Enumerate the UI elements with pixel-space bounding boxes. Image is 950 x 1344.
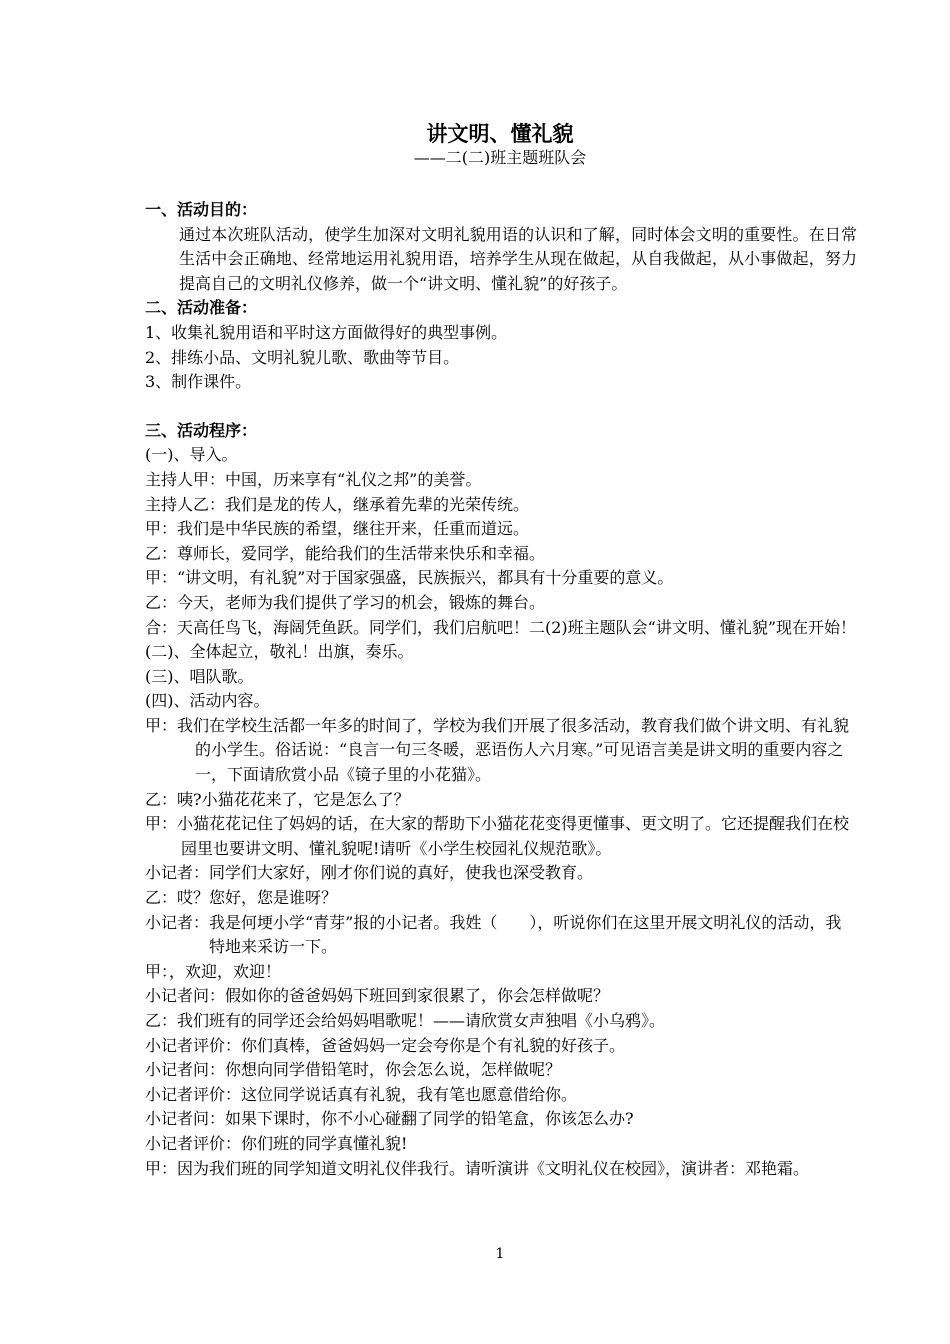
- procedure-line: 小记者问：假如你的爸爸妈妈下班回到家很累了，你会怎样做呢？: [145, 986, 610, 1006]
- section-heading-purpose: 一、活动目的：: [145, 200, 258, 219]
- procedure-line: 小记者评价：这位同学说话真有礼貌，我有笔也愿意借给你。: [145, 1084, 578, 1104]
- procedure-line: 小记者：同学们大家好，刚才你们说的真好，使我也深受教育。: [145, 863, 594, 883]
- procedure-line: 乙：我们班有的同学还会给妈妈唱歌呢！——请欣赏女声独唱《小乌鸦》。: [145, 1011, 666, 1030]
- preparation-item: 1、收集礼貌用语和平时这方面做得好的典型事例。: [145, 322, 508, 342]
- document-subtitle: ——二(二)班主题班队会: [413, 148, 587, 167]
- procedure-line: 甲：我们在学校生活都一年多的时间了，学校为我们开展了很多活动，教育我们做个讲文明、有礼貌的小学生。俗话说：“良言一句三冬暖，恶语伤人六月寒。”可见语言美是讲文明的重要内容之一，下面请欣赏小品《镜子里的小花猫》。: [145, 715, 850, 785]
- procedure-line: 主持人乙：我们是龙的传人，继承着先辈的光荣传统。: [145, 494, 530, 514]
- document-title: 讲文明、懂礼貌: [426, 122, 574, 146]
- purpose-paragraph: 通过本次班队活动，使学生加深对文明礼貌用语的认识和了解，同时体会文明的重要性。在日常生活中会正确地、经常地运用礼貌用语，培养学生从现在做起，从自我做起，从小事做起，努力提高自己的文明礼仪修养，做一个“讲文明、懂礼貌”的好孩子。: [179, 224, 857, 293]
- procedure-line: (二)、全体起立，敬礼！出旗，奏乐。: [145, 642, 414, 662]
- procedure-line: 合：天高任鸟飞，海阔凭鱼跃。同学们，我们启航吧！二(2)班主题队会“讲文明、懂礼貌”现在开始！: [145, 617, 857, 637]
- procedure-line: (一)、导入。: [145, 445, 238, 465]
- spacer: [145, 395, 857, 419]
- page-number: 1: [495, 1246, 505, 1262]
- procedure-line: 乙：咦?小猫花花来了，它是怎么了？: [145, 789, 410, 809]
- procedure-line: 甲：小猫花花记住了妈妈的话，在大家的帮助下小猫花花变得更懂事、更文明了。它还提醒我们在校园里也要讲文明、懂礼貌呢!请听《小学生校园礼仪规范歌》。: [145, 814, 850, 858]
- procedure-line: 主持人甲：中国，历来享有“礼仪之邦”的美誉。: [145, 469, 482, 489]
- procedure-line: 乙：哎？您好，您是谁呀？: [145, 888, 338, 908]
- section-heading-procedure: 三、活动程序：: [145, 420, 258, 440]
- preparation-item: 3、制作课件。: [145, 372, 252, 392]
- procedure-line: 小记者评价：你们班的同学真懂礼貌!: [145, 1133, 408, 1153]
- section-heading-preparation: 二、活动准备：: [145, 298, 258, 318]
- procedure-line: 小记者评价：你们真棒，爸爸妈妈一定会夸你是个有礼貌的好孩子。: [145, 1035, 626, 1055]
- procedure-line: 甲：因为我们班的同学知道文明礼仪伴我行。请听演讲《文明礼仪在校园》，演讲者：邓艳霜。: [145, 1158, 810, 1178]
- procedure-line: 小记者问：如果下课时，你不小心碰翻了同学的铅笔盒，你该怎么办?: [145, 1109, 634, 1129]
- procedure-line: 乙：尊师长，爱同学，能给我们的生活带来快乐和幸福。: [145, 543, 546, 563]
- procedure-line: 甲：，欢迎，欢迎！: [145, 961, 282, 981]
- procedure-line: 甲：我们是中华民族的希望，继往开来，任重而道远。: [145, 519, 530, 539]
- procedure-line: (四)、活动内容。: [145, 691, 270, 711]
- procedure-line: 甲：“讲文明，有礼貌”对于国家强盛，民族振兴，都具有十分重要的意义。: [145, 568, 674, 588]
- procedure-line: 乙：今天，老师为我们提供了学习的机会，锻炼的舞台。: [145, 592, 546, 612]
- document-body: [145, 198, 857, 1181]
- procedure-line: (三)、唱队歌。: [145, 666, 254, 686]
- preparation-item: 2、排练小品、文明礼貌儿歌、歌曲等节目。: [145, 347, 460, 367]
- procedure-line: 小记者问：你想向同学借铅笔时，你会怎么说，怎样做呢？: [145, 1060, 562, 1080]
- procedure-line: 小记者：我是何埂小学“青芽”报的小记者。我姓（ ），听说你们在这里开展文明礼仪的活动，我特地来采访一下。: [145, 912, 842, 957]
